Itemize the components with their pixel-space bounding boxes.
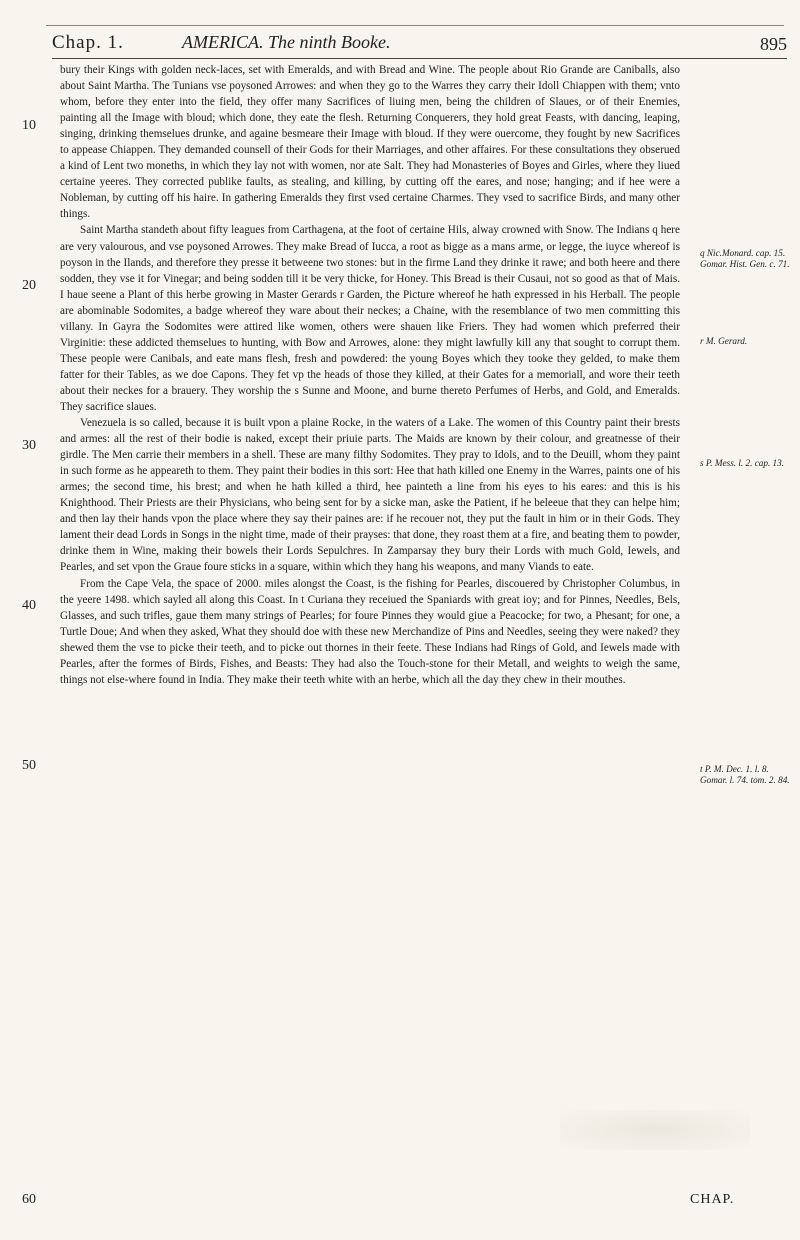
margin-note: s P. Mess. l. 2. cap. 13. <box>700 458 785 468</box>
catchword: CHAP. <box>690 1192 735 1207</box>
line-number: 30 <box>22 438 36 453</box>
chapter-label: Chap. 1. <box>52 32 124 53</box>
running-title: AMERICA. The ninth Booke. <box>182 32 391 52</box>
paragraph: From the Cape Vela, the space of 2000. miles alongst the Coast, is the fishing for Pearles, discouered by Christopher Columbus, in the yeere 1498. which sayled all along this Coast. In t Curiana they receiued the Spaniards with great ioy; and for Pinnes, Needles, Bels, Glasses, and such trifles, gaue them many strings of Pearles; for foure Pinnes they would giue a Peacocke; for two, a Phesant; for one, a Turtle Doue; And when they asked, What they should doe with these new Merchandize of Pins and Needles, seeing they were naked? they shewed them the vse to picke their teeth, and to picke out thornes in their feete. These Indians had Rings of Gold, and Iewels made with Pearles, after the formes of Birds, Fishes, and Beasts: They had also the Touch-stone for their Metall, and weights to weigh the same, things not else-where found in India. They make their teeth white with an herbe, which all the day they chew in their mouthes. <box>60 577 680 686</box>
paragraph: Saint Martha standeth about fifty leagues from Carthagena, at the foot of certaine Hils, alway crowned with Snow. The Indians q here are very valourous, and vse poysoned Arrowes. They make Bread of Iucca, a root as bigge as a mans arme, or legge, the iuyce whereof is poyson in the Ilands, and therefore they presse it betweene two stones: but in the firme Land they drinke it rawe; and both heere and there sodden, they vse it for Vinegar; and being sodden till it be very thicke, for Honey. This Bread is their Cusaui, not so good as that of Mais. I haue seene a Plant of this herbe growing in Master Gerards r Garden, the Picture whereof he hath expressed in his Herball. The people are abominable Sodomites, a badge whereof they ware about their neckes; a Chaine, with the resemblance of two men committing this villany. In Gayra the Sodomites were attired like women, others were shauen like Friers. They had women which preferred their Virginitie: these addicted themselues to hunting, with Bow and Arrowes, alone: they might lawfully kill any that sought to corrupt them. These people were Canibals, and eate mans flesh, fresh and powdered: the young Boyes which they tooke they gelded, to make them fatter for their Tables, as we doe Capons. They fet vp the heads of those they killed, at their Gates for a memoriall, and wore their teeth about their neckes for a brauery. They worship the s Sunne and Moone, and burne thereto Perfumes of Herbs, and Gold, and Emeralds. They sacrifice slaues. <box>60 224 680 413</box>
paragraph: Venezuela is so called, because it is built vpon a plaine Rocke, in the waters of a Lake. The women of this Country paint their brests and armes: all the rest of their bodie is naked, except their priuie parts. The Maids are known by their colour, and greatnesse of their girdle. The Men carrie their members in a shell. These are many filthy Sodomites. They pray to Idols, and to the Deuill, whom they paint in such forme as he appeareth to them. They paint their bodies in this sort: Hee that hath killed one Enemy in the Warres, paints one of his armes; the second time, his brest; and when he hath killed a third, hee painteth a line from his eyes to his eares: and this is his Knighthood. Their Priests are their Physicians, who being sent for by a sicke man, aske the Patient, if he beleeue that they can helpe him; and then lay their hands vpon the place where they say their paines are: if he recouer not, they put the fault in him or in their Gods. They lament their dead Lords in Songs in the night time, made of their prayses: that done, they roast them at a fire, and beating them to powder, drinke them in Wine, making their bowels their Lords Sepulchres. In Zamparsay they bury their Lords with much Gold, Iewels, and Pearles, and set vpon the Graue foure sticks in a square, within which they hang his weapons, and many Viands to eate. <box>60 417 680 574</box>
header-rule <box>52 58 787 59</box>
paragraph: bury their Kings with golden neck-laces, set with Emeralds, and with Bread and Wine. The people about Rio Grande are Caniballs, also about Saint Martha. The Tunians vse poysoned Arrowes: and when they go to the Warres they carry their Idoll Chiappen with them; vnto whom, before they enter into the field, they offer many Sacrifices of liuing men, being the children of Slaues, or of their Enemies, painting all the Image with bloud; which done, they eate the flesh. Returning Conquerers, they hold great Feasts, with dancing, leaping, singing, drinking themselues drunke, and againe besmeare their Image with bloud. If they were ouercome, they fought by new Sacrifices to appease Chiappen. They demanded counsell of their Gods for their Marriages, and other affaires. For these consultations they obserued a kind of Lent two moneths, in which they lay not with women, nor ate Salt. They had Monasteries of Boyes and Girles, where they liued certaine yeeres. They corrected publike faults, as stealing, and killing, by cutting off the eares, and nose; hanging; and if hee were a Nobleman, by cutting off his haire. In gathering Emeralds they first vsed certaine Charmes. They vsed to sacrifice Birds, and many other things. <box>60 64 680 221</box>
line-number: 10 <box>22 118 36 133</box>
main-text <box>60 62 680 688</box>
margin-note: t P. M. Dec. 1. l. 8. Gomar. l. 74. tom. 2. 84. <box>700 764 790 785</box>
line-number: 40 <box>22 598 36 613</box>
margin-note: q Nic.Monard. cap. 15. Gomar. Hist. Gen. c. 71. <box>700 248 790 269</box>
line-number: 20 <box>22 278 36 293</box>
paper-stain <box>560 1110 750 1150</box>
margin-note: r M. Gerard. <box>700 336 748 346</box>
top-rule <box>46 25 784 26</box>
page-number: 895 <box>760 34 787 54</box>
line-number: 50 <box>22 758 36 773</box>
line-number: 60 <box>22 1192 36 1207</box>
